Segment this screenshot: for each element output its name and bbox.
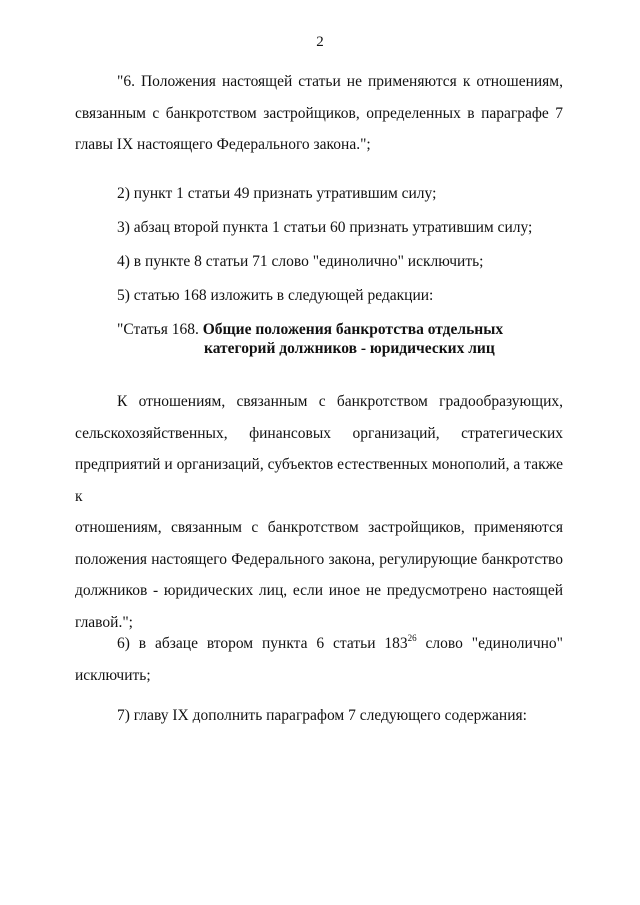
list-item-3: 3) абзац второй пункта 1 статьи 60 признать утратившим силу;: [117, 219, 533, 236]
list-item-2: 2) пункт 1 статьи 49 признать утратившим силу;: [117, 185, 437, 202]
text-line: должников - юридических лиц, если иное не предусмотрено настоящей: [75, 582, 563, 599]
text-line: [75, 628, 563, 660]
page-number: 2: [316, 34, 324, 50]
article-title-line-2: категорий должников - юридических лиц: [204, 340, 495, 357]
item6-text: 6) в абзаце втором пункта 6 статьи 183: [117, 635, 408, 652]
list-item-4: 4) в пункте 8 статьи 71 слово "единолично" исключить;: [117, 253, 484, 270]
article-body: [75, 386, 563, 638]
list-item-7: 7) главу IX дополнить параграфом 7 следующего содержания:: [117, 707, 527, 724]
paragraph-6: [75, 66, 563, 161]
text-line: предприятий и организаций, субъектов естественных монополий, а также к: [75, 456, 563, 505]
text-line: К отношениям, связанным с банкротством градообразующих,: [117, 393, 563, 410]
text-line: главой.";: [75, 613, 133, 631]
superscript: 26: [407, 633, 417, 643]
text-line: связанным с банкротством застройщиков, определенных в параграфе 7: [75, 104, 563, 122]
text-line: главы IX настоящего Федерального закона.";: [75, 136, 371, 153]
item6-text-cont: слово "единолично": [416, 635, 563, 652]
article-heading: [117, 320, 503, 340]
text-line: "6. Положения настоящей статьи не применяются к отношениям,: [117, 73, 563, 90]
article-prefix: "Статья 168.: [117, 321, 199, 338]
list-item-6: [75, 628, 563, 691]
text-line: исключить;: [75, 666, 151, 684]
text-line: отношениям, связанным с банкротством застройщиков, применяются: [75, 519, 563, 536]
list-item-5: 5) статью 168 изложить в следующей редакции:: [117, 287, 434, 304]
text-line: положения настоящего Федерального закона, регулирующие банкротство: [75, 550, 563, 568]
text-line: сельскохозяйственных, финансовых организаций, стратегических: [75, 424, 563, 442]
article-title-line-1: Общие положения банкротства отдельных: [202, 321, 504, 338]
